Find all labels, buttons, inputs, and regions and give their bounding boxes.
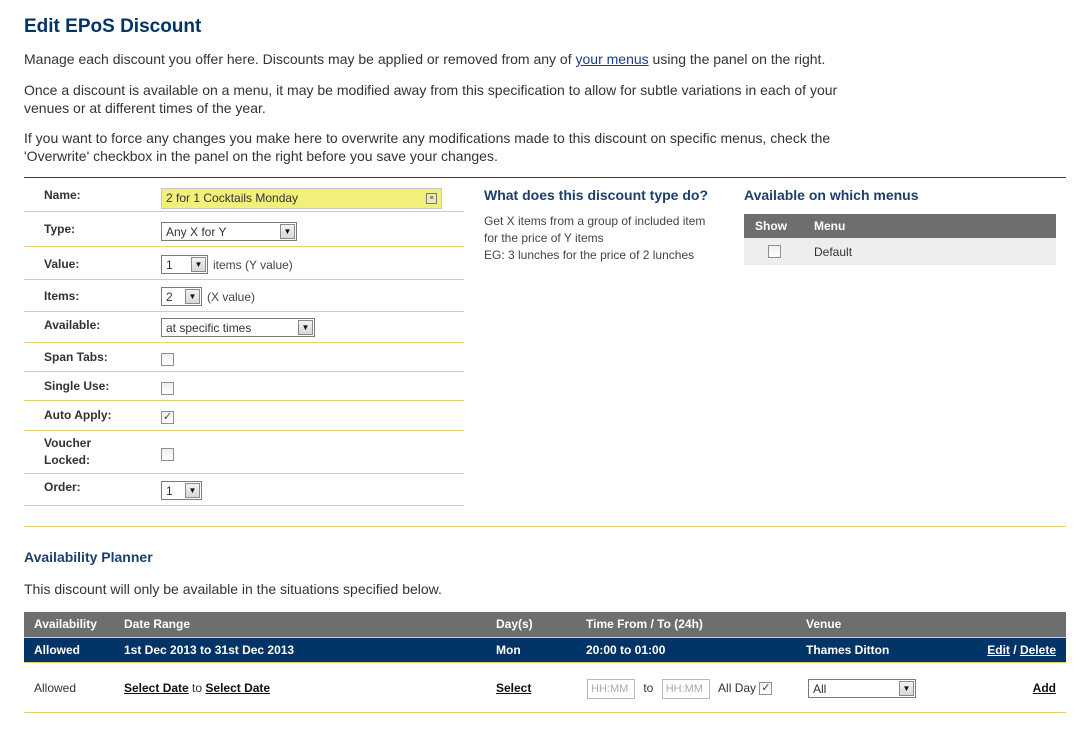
available-control: [161, 318, 315, 337]
chevron-down-icon: ▼: [298, 320, 313, 335]
days-col-header: Day(s): [496, 617, 533, 631]
edit-link[interactable]: Edit: [987, 643, 1010, 657]
availability-col-header: Availability: [34, 617, 97, 631]
type-select[interactable]: [161, 222, 297, 241]
new-row-availability: Allowed: [34, 681, 77, 695]
available-select[interactable]: [161, 318, 315, 337]
value-select[interactable]: [161, 255, 208, 274]
available-select-value: at specific times: [166, 321, 252, 335]
add-link[interactable]: Add: [1032, 681, 1056, 695]
order-select-value: 1: [166, 484, 173, 498]
row-availability: Allowed: [34, 643, 81, 657]
checkmark-icon: ✓: [162, 410, 173, 423]
chevron-down-icon: ▼: [280, 224, 295, 239]
items-label: Items:: [44, 289, 80, 303]
new-availability-row: [24, 663, 1066, 713]
availability-planner-description: This discount will only be available in the situations specified below.: [24, 581, 442, 597]
items-row: [24, 280, 464, 312]
menu-default-name: Default: [814, 245, 853, 259]
menus-table-header: [744, 214, 1056, 238]
value-label: Value:: [44, 257, 80, 271]
page-title: Edit EPoS Discount: [24, 16, 202, 37]
value-control: [161, 255, 293, 274]
menus-table: [744, 214, 1056, 265]
section-divider-yellow: [24, 526, 1066, 527]
voucher-locked-label: [44, 435, 91, 469]
table-row: [24, 637, 1066, 663]
intro-paragraph: [24, 50, 864, 68]
single-use-control: [161, 379, 174, 395]
value-row: [24, 247, 464, 280]
bottom-divider: [24, 712, 1066, 713]
intro-text-2: using the panel on the right.: [648, 51, 826, 67]
new-row-time: [587, 663, 772, 713]
discount-type-description: [484, 213, 724, 264]
type-select-value: Any X for Y: [166, 225, 227, 239]
select-end-date-link[interactable]: Select Date: [205, 681, 271, 695]
menu-row-default: [744, 238, 1056, 265]
order-row: [24, 474, 464, 506]
available-row: [24, 312, 464, 343]
select-start-date-link[interactable]: Select Date: [124, 681, 189, 695]
new-row-venue: [808, 663, 916, 713]
name-input[interactable]: [161, 188, 442, 209]
menus-heading: Available on which menus: [744, 187, 919, 203]
chevron-down-icon: ▼: [899, 681, 914, 696]
items-control: [161, 287, 255, 306]
voucher-locked-label-line2: Locked:: [44, 453, 91, 467]
chevron-down-icon: ▼: [185, 289, 200, 304]
value-select-value: 1: [166, 258, 173, 272]
single-use-checkbox[interactable]: [161, 382, 174, 395]
delete-link[interactable]: Delete: [1019, 643, 1056, 657]
venue-select-value: All: [813, 682, 827, 697]
date-to-text: to: [192, 681, 203, 695]
available-label: Available:: [44, 318, 101, 332]
select-days-link[interactable]: Select: [496, 681, 532, 695]
type-label: Type:: [44, 222, 76, 236]
discount-type-heading: What does this discount type do?: [484, 187, 708, 203]
value-suffix: items (Y value): [213, 257, 293, 272]
row-days: Mon: [496, 643, 521, 657]
span-tabs-checkbox[interactable]: [161, 353, 174, 366]
items-select-value: 2: [166, 290, 173, 304]
name-row: [24, 178, 464, 212]
type-control: [161, 222, 297, 241]
row-time: 20:00 to 01:00: [586, 643, 666, 657]
chevron-down-icon: ▼: [191, 257, 206, 272]
discount-desc-line3: EG: 3 lunches for the price of 2 lunches: [484, 248, 695, 262]
voucher-locked-row: [24, 431, 464, 474]
show-column-header: Show: [755, 219, 787, 233]
venue-col-header: Venue: [806, 617, 842, 631]
action-separator: /: [1013, 643, 1017, 657]
order-control: [161, 481, 202, 500]
row-venue: Thames Ditton: [806, 643, 890, 657]
time-col-header: Time From / To (24h): [586, 617, 703, 631]
items-select[interactable]: [161, 287, 202, 306]
row-date-range: 1st Dec 2013 to 31st Dec 2013: [124, 643, 295, 657]
span-tabs-row: [24, 343, 464, 372]
your-menus-link[interactable]: your menus: [575, 51, 649, 67]
voucher-locked-control: [161, 445, 174, 461]
date-range-col-header: Date Range: [124, 617, 191, 631]
auto-apply-control: [161, 408, 174, 424]
time-from-input[interactable]: HH:MM: [587, 679, 635, 699]
auto-apply-checkbox[interactable]: [161, 411, 174, 424]
chevron-down-icon: ▼: [185, 483, 200, 498]
new-row-days: [496, 663, 531, 713]
auto-apply-label: Auto Apply:: [44, 408, 112, 422]
row-actions: [987, 638, 1056, 663]
new-row-add: [1033, 663, 1056, 713]
availability-table: [24, 612, 1066, 713]
auto-apply-row: [24, 401, 464, 431]
discount-desc-line2: for the price of Y items: [484, 231, 604, 245]
voucher-locked-label-line1: Voucher: [44, 436, 92, 450]
all-day-label: All Day: [718, 681, 757, 695]
items-suffix: (X value): [207, 289, 256, 304]
availability-planner-heading: Availability Planner: [24, 549, 153, 565]
menu-default-checkbox[interactable]: [768, 245, 781, 258]
name-input-value: 2 for 1 Cocktails Monday: [166, 191, 299, 205]
intro-text-1: Manage each discount you offer here. Discounts may be applied or removed from any of: [24, 51, 576, 67]
voucher-locked-checkbox[interactable]: [161, 448, 174, 461]
time-to-text: to: [643, 681, 654, 695]
order-select[interactable]: [161, 481, 202, 500]
single-use-row: [24, 372, 464, 401]
discount-desc-line1: Get X items from a group of included item: [484, 214, 706, 228]
type-row: [24, 212, 464, 247]
name-label: Name:: [44, 188, 81, 202]
span-tabs-label: Span Tabs:: [44, 350, 108, 364]
order-label: Order:: [44, 480, 81, 494]
time-to-input[interactable]: HH:MM: [662, 679, 710, 699]
availability-table-header: [24, 612, 1066, 637]
new-row-date-range: [124, 663, 270, 713]
single-use-label: Single Use:: [44, 379, 110, 393]
checkmark-icon: ✓: [761, 682, 771, 695]
span-tabs-control: [161, 350, 174, 366]
name-control: [161, 188, 442, 209]
venue-select[interactable]: [808, 679, 916, 698]
overwrite-paragraph: If you want to force any changes you make here to overwrite any modifications made to this discount on specific menus, check the 'Overwrite' checkbox in the panel on the right before you save your changes.: [24, 130, 831, 164]
menu-column-header: Menu: [814, 219, 846, 233]
modification-paragraph: Once a discount is available on a menu, it may be modified away from this specification to allow for subtle variations in each of your venues or at different times of the year.: [24, 82, 838, 116]
all-day-checkbox[interactable]: [759, 682, 772, 695]
autofill-icon[interactable]: ≡: [426, 193, 437, 204]
